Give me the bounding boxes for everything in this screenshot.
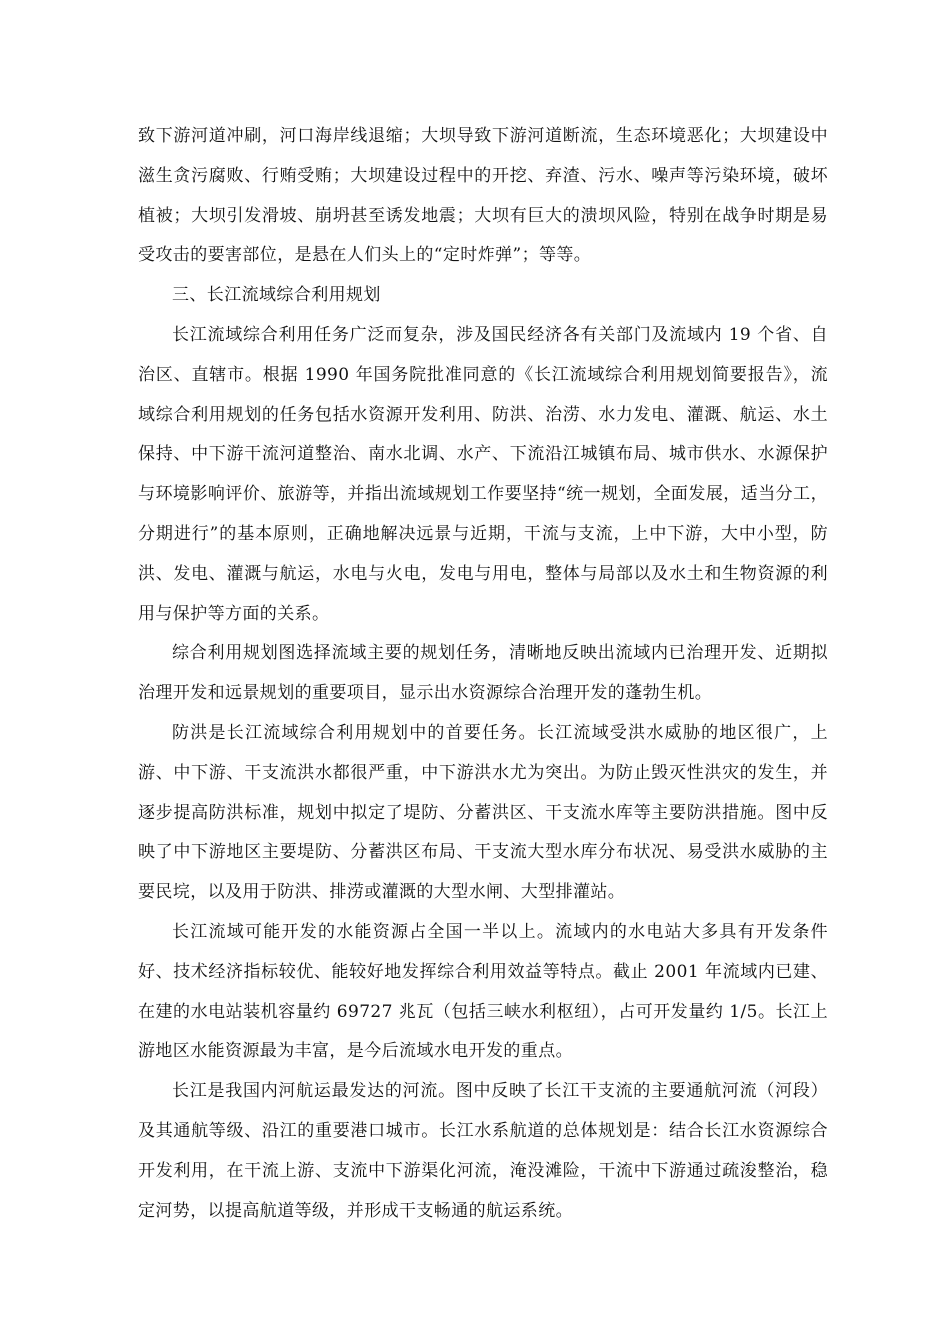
- document-page: [138, 117, 828, 1231]
- paragraph-dam-impacts: 致下游河道冲刷，河口海岸线退缩；大坝导致下游河道断流，生态环境恶化；大坝建设中滋生贪污腐败、行贿受贿；大坝建设过程中的开挖、弃渣、污水、噪声等污染环境，破坏植被；大坝引发滑坡、崩坍甚至诱发地震；大坝有巨大的溃坝风险，特别在战争时期是易受攻击的要害部位，是悬在人们头上的“定时炸弹”；等等。: [138, 126, 828, 266]
- paragraph-planning-overview: 长江流域综合利用任务广泛而复杂，涉及国民经济各有关部门及流域内 19 个省、自治区、直辖市。根据 1990 年国务院批准同意的《长江流域综合利用规划简要报告》，流域综合利用规划的任务包括水资源开发利用、防洪、治涝、水力发电、灌溉、航运、水土保持、中下游干流河道整治、南水北调、水产、下流沿江城镇布局、城市供水、水源保护与环境影响评价、旅游等，并指出流域规划工作要坚持“统一规划，全面发展，适当分工，分期进行”的基本原则，正确地解决远景与近期，干流与支流，上中下游，大中小型，防洪、发电、灌溉与航运，水电与火电，发电与用电，整体与局部以及水土和生物资源的利用与保护等方面的关系。: [138, 324, 828, 624]
- section-heading: 三、长江流域综合利用规划: [172, 285, 381, 306]
- paragraph-planning-map: 综合利用规划图选择流域主要的规划任务，清晰地反映出流域内已治理开发、近期拟治理开发和远景规划的重要项目，显示出水资源综合治理开发的蓬勃生机。: [138, 643, 828, 704]
- paragraph-navigation: 长江是我国内河航运最发达的河流。图中反映了长江干支流的主要通航河流（河段）及其通航等级、沿江的重要港口城市。长江水系航道的总体规划是：结合长江水资源综合开发利用，在干流上游、支流中下游渠化河流，淹没滩险，干流中下游通过疏浚整治，稳定河势，以提高航道等级，并形成干支畅通的航运系统。: [138, 1081, 828, 1221]
- paragraph-flood-control: 防洪是长江流域综合利用规划中的首要任务。长江流域受洪水威胁的地区很广，上游、中下游、干支流洪水都很严重，中下游洪水尤为突出。为防止毁灭性洪灾的发生，并逐步提高防洪标准，规划中拟定了堤防、分蓄洪区、干支流水库等主要防洪措施。图中反映了中下游地区主要堤防、分蓄洪区布局、干支流大型水库分布状况、易受洪水威胁的主要民垸，以及用于防洪、排涝或灌溉的大型水闸、大型排灌站。: [138, 722, 828, 903]
- paragraph-hydropower: 长江流域可能开发的水能资源占全国一半以上。流域内的水电站大多具有开发条件好、技术经济指标较优、能较好地发挥综合利用效益等特点。截止 2001 年流域内已建、在建的水电站装机容量约 69727 兆瓦（包括三峡水利枢纽），占可开发量约 1/5。长江上游地区水能资源最为丰富，是今后流域水电开发的重点。: [138, 921, 828, 1062]
